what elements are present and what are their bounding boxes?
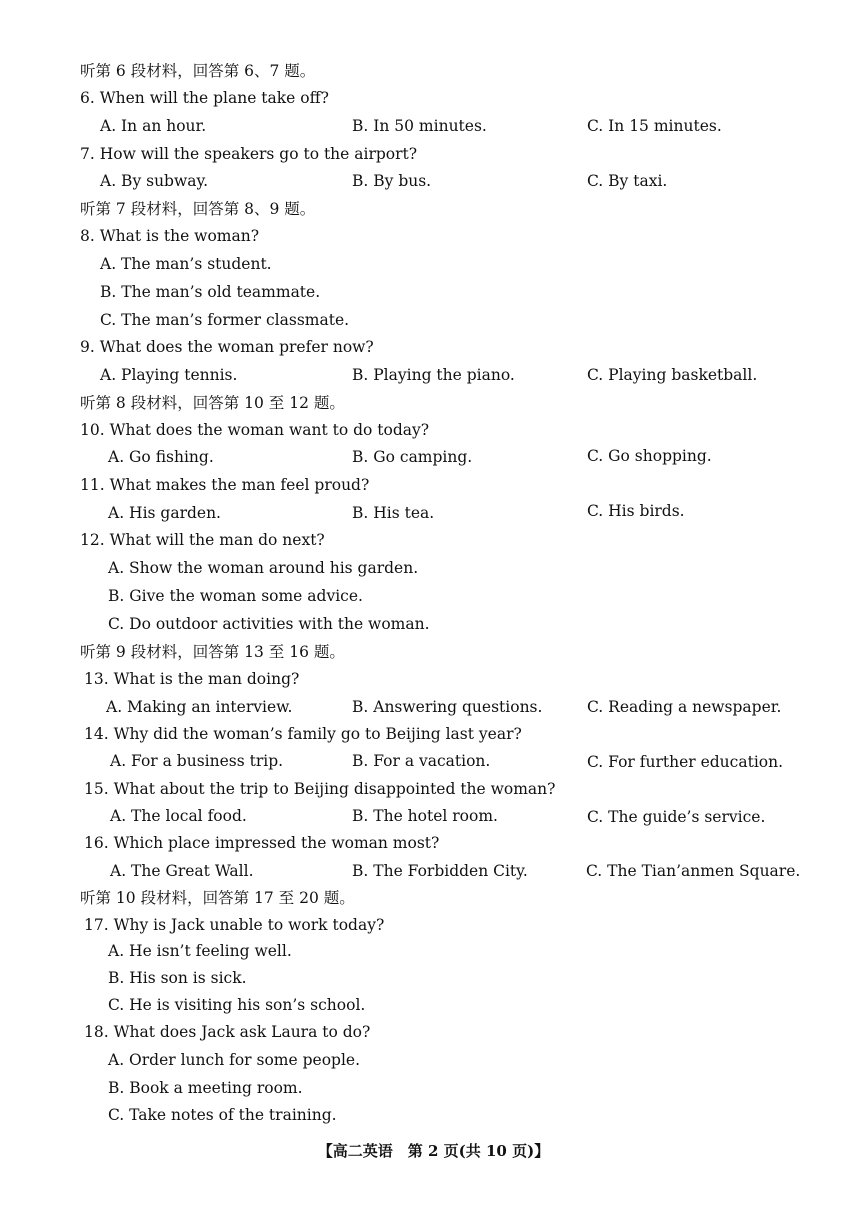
question-text: 18. What does Jack ask Laura to do? <box>84 1023 371 1041</box>
question-text: 15. What about the trip to Beijing disappointed the woman? <box>84 780 556 798</box>
option-b: B. His tea. <box>352 504 435 522</box>
option-a: A. The local food. <box>110 807 247 825</box>
option-b: B. His son is sick. <box>108 969 247 987</box>
option-b: B. Go camping. <box>352 448 473 466</box>
question-text: 8. What is the woman? <box>80 227 260 245</box>
question-text: 10. What does the woman want to do today? <box>80 421 430 439</box>
option-a: A. Playing tennis. <box>100 366 238 384</box>
option-c: C. The guide’s service. <box>587 808 766 826</box>
question-text: 7. How will the speakers go to the airport? <box>80 145 418 163</box>
option-b: B. The Forbidden City. <box>352 862 528 880</box>
option-b: B. By bus. <box>352 172 432 190</box>
question-text: 6. When will the plane take off? <box>80 89 329 107</box>
option-c: C. The man’s former classmate. <box>100 311 350 329</box>
option-a: A. Go fishing. <box>108 448 214 466</box>
question-text: 9. What does the woman prefer now? <box>80 338 374 356</box>
section-header: 听第 6 段材料，回答第 6、7 题。 <box>80 62 316 80</box>
option-c: C. Go shopping. <box>587 447 712 465</box>
question-text: 12. What will the man do next? <box>80 531 325 549</box>
question-text: 11. What makes the man feel proud? <box>80 476 370 494</box>
question-text: 16. Which place impressed the woman most? <box>84 834 440 852</box>
page-footer: 【高二英语 第 2 页(共 10 页)】 <box>317 1142 550 1160</box>
option-a: A. By subway. <box>100 172 209 190</box>
option-c: C. Playing basketball. <box>587 366 758 384</box>
option-c: C. Do outdoor activities with the woman. <box>108 615 430 633</box>
option-c: C. For further education. <box>587 753 784 771</box>
option-b: B. The man’s old teammate. <box>100 283 321 301</box>
option-b: B. Give the woman some advice. <box>108 587 363 605</box>
option-c: C. The Tian’anmen Square. <box>586 862 801 880</box>
option-a: A. For a business trip. <box>110 752 284 770</box>
question-text: 13. What is the man doing? <box>84 670 300 688</box>
option-b: B. Book a meeting room. <box>108 1079 303 1097</box>
option-c: C. Take notes of the training. <box>108 1106 337 1124</box>
option-b: B. The hotel room. <box>352 807 498 825</box>
option-a: A. The man’s student. <box>100 255 272 273</box>
option-b: B. Answering questions. <box>352 698 543 716</box>
section-header: 听第 9 段材料，回答第 13 至 16 题。 <box>80 643 345 661</box>
option-b: B. In 50 minutes. <box>352 117 487 135</box>
option-a: A. He isn’t feeling well. <box>108 942 292 960</box>
option-c: C. In 15 minutes. <box>587 117 722 135</box>
option-c: C. He is visiting his son’s school. <box>108 996 366 1014</box>
section-header: 听第 10 段材料，回答第 17 至 20 题。 <box>80 889 355 907</box>
option-c: C. His birds. <box>587 502 685 520</box>
question-text: 17. Why is Jack unable to work today? <box>84 916 385 934</box>
section-header: 听第 8 段材料，回答第 10 至 12 题。 <box>80 394 345 412</box>
option-c: C. By taxi. <box>587 172 668 190</box>
option-a: A. Show the woman around his garden. <box>108 559 419 577</box>
option-a: A. In an hour. <box>100 117 207 135</box>
option-c: C. Reading a newspaper. <box>587 698 782 716</box>
option-a: A. Making an interview. <box>106 698 293 716</box>
option-b: B. Playing the piano. <box>352 366 515 384</box>
option-a: A. Order lunch for some people. <box>108 1051 361 1069</box>
option-b: B. For a vacation. <box>352 752 491 770</box>
section-header: 听第 7 段材料，回答第 8、9 题。 <box>80 200 316 218</box>
option-a: A. The Great Wall. <box>110 862 254 880</box>
option-a: A. His garden. <box>108 504 221 522</box>
question-text: 14. Why did the woman’s family go to Beijing last year? <box>84 725 522 743</box>
